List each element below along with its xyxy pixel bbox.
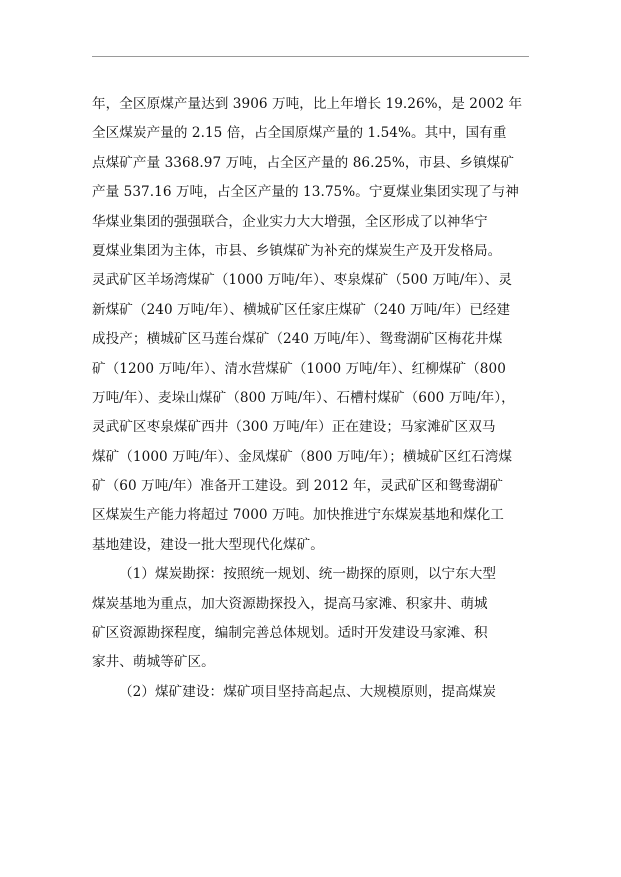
text-line: （1）煤炭勘探：按照统一规划、统一勘探的原则，以宁东大型 [119,566,497,583]
text-line: 煤炭基地为重点，加大资源勘探投入，提高马家滩、积家井、萌城 [92,595,488,612]
text-line: 煤矿（1000 万吨/年）、金凤煤矿（800 万吨/年）；横城矿区红石湾煤 [92,448,513,465]
text-line: 区煤炭生产能力将超过 7000 万吨。加快推进宁东煤炭基地和煤化工 [92,507,504,524]
text-line: 灵武矿区羊场湾煤矿（1000 万吨/年）、枣泉煤矿（500 万吨/年）、灵 [92,272,513,289]
text-line: 灵武矿区枣泉煤矿西井（300 万吨/年）正在建设；马家滩矿区双马 [92,419,496,436]
text-line: 万吨/年）、麦垛山煤矿（800 万吨/年）、石槽村煤矿（600 万吨/年）， [92,389,515,406]
text-line: 点煤矿产量 3368.97 万吨，占全区产量的 86.25%，市县、乡镇煤矿 [92,154,514,171]
text-line: （2）煤矿建设：煤矿项目坚持高起点、大规模原则，提高煤炭 [119,683,497,700]
header-rule [92,56,529,57]
text-line: 矿（1200 万吨/年）、清水营煤矿（1000 万吨/年）、红柳煤矿（800 [92,360,506,377]
text-line: 家井、萌城等矿区。 [92,654,215,671]
text-line: 全区煤炭产量的 2.15 倍，占全国原煤产量的 1.54%。其中，国有重 [92,125,507,142]
text-line: 矿区资源勘探程度，编制完善总体规划。适时开发建设马家滩、积 [92,625,488,642]
body-text [92,90,532,707]
text-line: 成投产；横城矿区马莲台煤矿（240 万吨/年）、鸳鸯湖矿区梅花井煤 [92,331,503,348]
text-line: 产量 537.16 万吨，占全区产量的 13.75%。宁夏煤业集团实现了与神 [92,184,519,201]
text-line: 年，全区原煤产量达到 3906 万吨，比上年增长 19.26%，是 2002 年 [92,96,523,112]
text-line: 夏煤业集团为主体，市县、乡镇煤矿为补充的煤炭生产及开发格局。 [92,242,502,259]
text-line: 新煤矿（240 万吨/年）、横城矿区任家庄煤矿（240 万吨/年）已经建 [92,301,511,318]
text-line: 基地建设，建设一批大型现代化煤矿。 [92,536,324,553]
text-line: 矿（60 万吨/年）准备开工建设。到 2012 年，灵武矿区和鸳鸯湖矿 [92,478,504,495]
text-line: 华煤业集团的强强联合，企业实力大大增强，全区形成了以神华宁 [92,213,488,230]
